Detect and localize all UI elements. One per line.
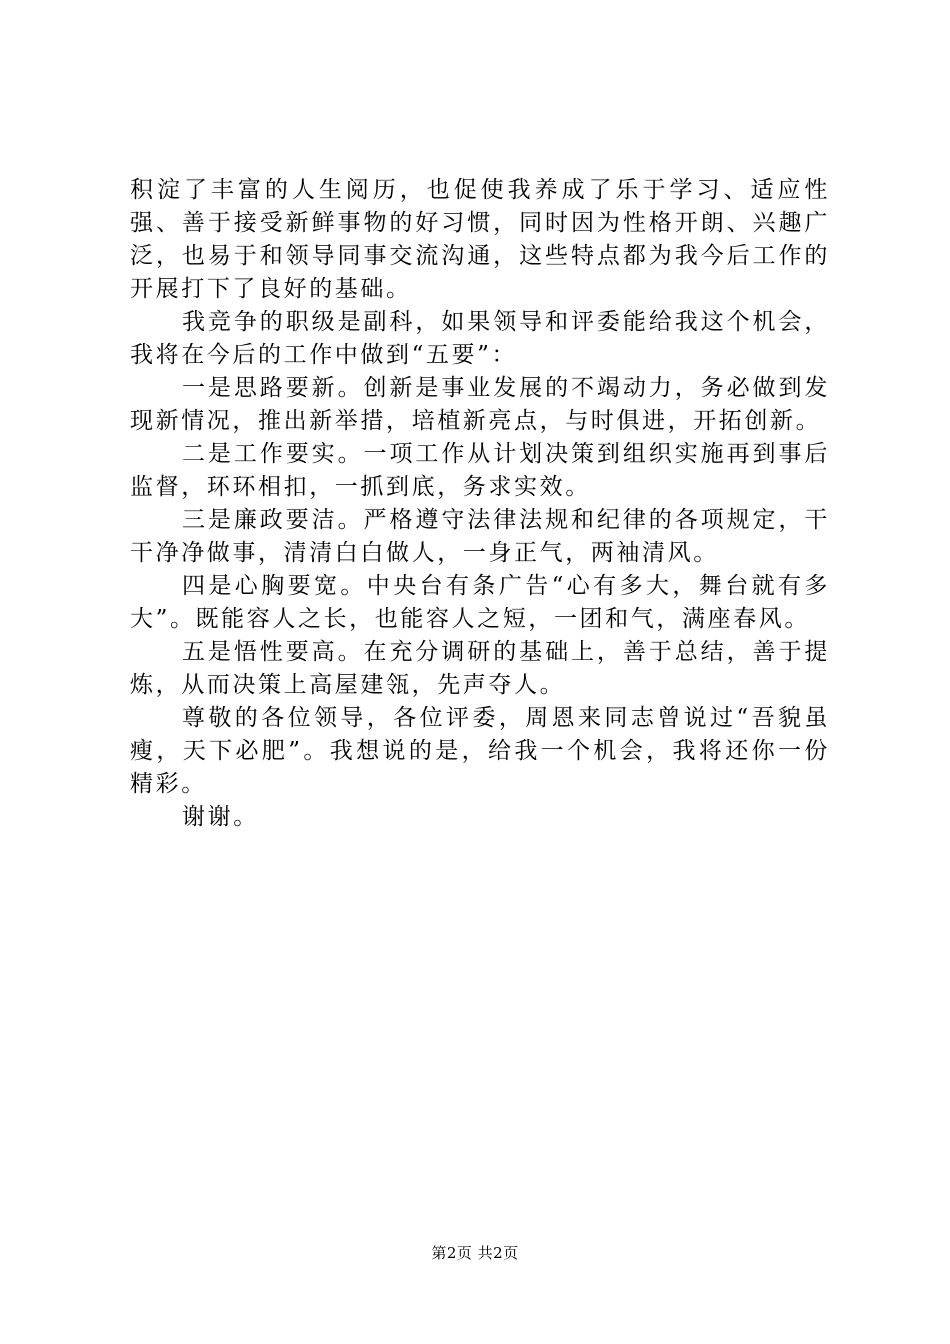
page-total: 共2页 [477, 1244, 519, 1262]
paragraph: 积淀了丰富的人生阅历，也促使我养成了乐于学习、适应性强、善于接受新鲜事物的好习惯，同时因为性格开朗、兴趣广泛，也易于和领导同事交流沟通，这些特点都为我今后工作的开展打下了良好的基础。 [130, 177, 830, 302]
paragraph: 尊敬的各位领导，各位评委，周恩来同志曾说过“吾貌虽瘦，天下必肥”。我想说的是，给我一个机会，我将还你一份精彩。 [130, 705, 830, 797]
page-footer [0, 1243, 950, 1263]
paragraph: 谢谢。 [182, 804, 259, 830]
page-number: 第2页 [431, 1244, 473, 1262]
paragraph: 一是思路要新。创新是事业发展的不竭动力，务必做到发现新情况，推出新举措，培植新亮点，与时俱进，开拓创新。 [130, 375, 830, 434]
paragraph: 五是悟性要高。在充分调研的基础上，善于总结，善于提炼，从而决策上高屋建瓴，先声夺人。 [130, 639, 830, 698]
document-body [130, 174, 830, 834]
paragraph: 四是心胸要宽。中央台有条广告“心有多大，舞台就有多大”。既能容人之长，也能容人之短，一团和气，满座春风。 [130, 573, 830, 632]
paragraph: 三是廉政要洁。严格遵守法律法规和纪律的各项规定，干干净净做事，清清白白做人，一身正气，两袖清风。 [130, 507, 830, 566]
paragraph: 我竞争的职级是副科，如果领导和评委能给我这个机会，我将在今后的工作中做到“五要”： [130, 309, 830, 368]
paragraph: 二是工作要实。一项工作从计划决策到组织实施再到事后监督，环环相扣，一抓到底，务求实效。 [130, 441, 830, 500]
